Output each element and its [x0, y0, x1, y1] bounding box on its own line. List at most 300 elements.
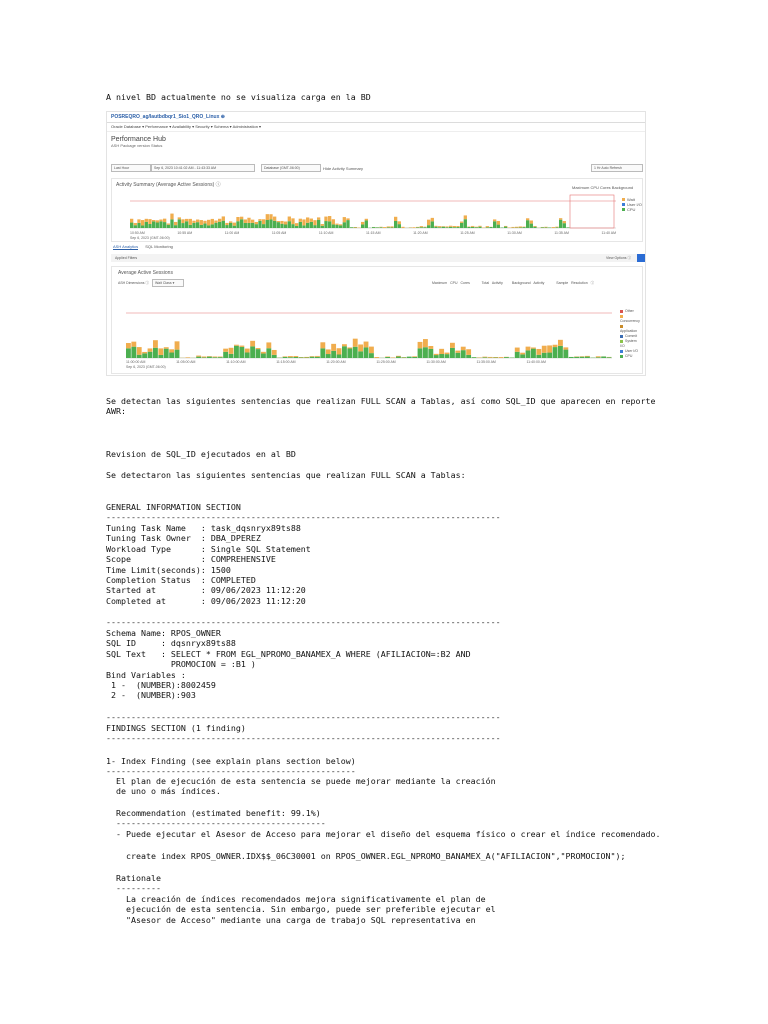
- cpu-bar: [145, 222, 148, 228]
- wait-bar: [504, 226, 507, 227]
- legend-item: Other: [625, 309, 634, 313]
- wait-bar: [460, 222, 463, 223]
- cpu-bar: [169, 353, 174, 358]
- wait-bar: [317, 217, 320, 219]
- wait-bar: [233, 223, 236, 226]
- intro-text: A nivel BD actualmente no se visualiza carga en la BD: [106, 92, 371, 102]
- aas-tick: 11:25:00 AM: [376, 360, 396, 364]
- wait-bar: [273, 217, 276, 221]
- wait-bar: [202, 356, 207, 357]
- cpu-bar: [467, 227, 470, 228]
- wait-bar: [533, 226, 536, 227]
- wait-bar: [236, 217, 239, 221]
- wait-bar: [175, 341, 180, 349]
- wait-bar: [358, 344, 363, 351]
- summary-side-legend: [622, 197, 642, 212]
- wait-bar: [475, 227, 478, 228]
- wait-bar: [295, 223, 298, 226]
- cpu-bar: [471, 227, 474, 228]
- detectaron-paragraph: Se detectaron las siguientes sentencias que realizan FULL SCAN a Tablas:: [106, 470, 466, 480]
- wait-bar: [401, 227, 404, 228]
- application-swatch: [620, 325, 623, 328]
- cpu-bar: [607, 357, 612, 358]
- wait-bar: [536, 349, 541, 355]
- cpu-bar: [563, 350, 568, 358]
- cpu-bar: [203, 224, 206, 228]
- wait-bar: [261, 352, 266, 354]
- cpu-bar: [244, 223, 247, 228]
- wait-bar: [450, 343, 455, 348]
- wait-bar: [497, 221, 500, 225]
- wait-bar: [250, 341, 255, 347]
- wait-bar: [211, 219, 214, 224]
- wait-bar: [493, 357, 498, 358]
- cpu-bar: [431, 221, 434, 228]
- cpu-bar: [449, 227, 452, 228]
- cpu-bar: [126, 348, 131, 358]
- cpu-bar: [288, 221, 291, 228]
- wait-bar: [131, 342, 136, 347]
- rationale-rule: ---------: [106, 883, 161, 893]
- cpu-bar: [478, 227, 481, 228]
- cpu-bar: [394, 221, 397, 228]
- wait-bar: [284, 222, 287, 225]
- wait-bar: [207, 220, 210, 226]
- wait-bar: [431, 218, 434, 221]
- cpu-swatch: [620, 355, 623, 358]
- wait-bar: [455, 351, 460, 353]
- summary-tick: 10:50 AM: [130, 231, 145, 235]
- cpu-bar: [273, 221, 276, 228]
- legend-wait: Wait: [627, 197, 635, 202]
- wait-bar: [511, 227, 514, 228]
- wait-bar: [383, 227, 386, 228]
- cpu-bar: [385, 357, 390, 358]
- legend-item: Application: [620, 329, 638, 333]
- wait-bar: [466, 349, 471, 355]
- cpu-bar: [293, 357, 298, 358]
- cpu-bar: [438, 227, 441, 228]
- wait-bar: [434, 226, 437, 227]
- tab-ash-analytics: ASH Analytics: [113, 244, 139, 249]
- cpu-bar: [601, 357, 606, 358]
- wait-bar: [542, 346, 547, 353]
- wait-bar: [488, 357, 493, 358]
- other-swatch: [620, 310, 623, 313]
- cpu-bar: [181, 223, 184, 228]
- aas-control: Sample Resolution ⓘ: [556, 281, 595, 285]
- cpu-bar: [559, 220, 562, 228]
- legend-item: CPU: [625, 354, 633, 358]
- wait-bar: [212, 356, 217, 357]
- cpu-bar: [299, 222, 302, 228]
- cpu-bar: [141, 225, 144, 228]
- cpu-bar: [142, 353, 147, 358]
- summary-ticks: [130, 231, 616, 235]
- wait-bar: [387, 226, 390, 227]
- legend-background: Background: [611, 185, 634, 190]
- wait-bar: [272, 350, 277, 355]
- section-rule: -------------------------------------------------------------------------------: [106, 512, 501, 522]
- wait-bar: [337, 348, 342, 354]
- wait-bar: [130, 219, 133, 223]
- cpu-bar: [178, 219, 181, 228]
- wait-bar: [185, 219, 188, 221]
- wait-bar: [225, 223, 228, 225]
- wait-bar: [269, 214, 272, 219]
- wait-bar: [471, 226, 474, 227]
- cpu-bar: [423, 347, 428, 358]
- summary-legend: [572, 185, 633, 190]
- wait-bar: [181, 219, 184, 223]
- finding-text: El plan de ejecución de esta sentencia se puede mejorar mediante la creación de uno o más índices.: [115, 776, 496, 797]
- wait-bar: [559, 218, 562, 220]
- wait-bar: [223, 349, 228, 352]
- cpu-bar: [200, 225, 203, 228]
- cpu-bar: [218, 357, 223, 358]
- wait-bar: [158, 348, 163, 355]
- cpu-bar: [407, 357, 412, 358]
- wait-bar: [464, 215, 467, 219]
- wait-bar: [428, 346, 433, 349]
- legend-cpu: CPU: [627, 207, 636, 212]
- cpu-bar: [553, 347, 558, 358]
- cpu-bar: [262, 224, 265, 228]
- cpu-bar: [250, 346, 255, 358]
- wait-bar: [519, 226, 522, 227]
- cpu-bar: [229, 223, 232, 228]
- wait-bar: [293, 356, 298, 357]
- cpu-bar: [266, 348, 271, 358]
- cpu-bar: [369, 353, 374, 358]
- performance-hub-screenshot: [106, 111, 646, 376]
- aas-tick: 11:10:00 AM: [226, 360, 246, 364]
- general-section-title: GENERAL INFORMATION SECTION: [106, 502, 241, 512]
- wait-bar: [332, 219, 335, 224]
- wait-bar: [364, 342, 369, 348]
- cpu-bar: [542, 353, 547, 358]
- cpu-bar: [233, 226, 236, 228]
- cpu-bar: [526, 350, 531, 358]
- recommendation-heading: Recommendation (estimated benefit: 99.1%): [106, 808, 321, 818]
- aas-tick: 11:05:00 AM: [176, 360, 196, 364]
- wait-bar: [229, 221, 232, 222]
- cpu-bar: [434, 355, 439, 358]
- cpu-bar: [531, 349, 536, 358]
- aas-tick: 11:20:00 AM: [326, 360, 346, 364]
- dimension-label: ASH Dimensions ⓘ: [118, 281, 149, 285]
- cpu-bar: [229, 354, 234, 358]
- concurrency-swatch: [620, 315, 623, 318]
- cpu-bar: [390, 227, 393, 228]
- wait-bar: [137, 219, 140, 223]
- wait-bar: [163, 219, 166, 222]
- cpu-bar: [317, 220, 320, 228]
- hide-summary: Hide Activity Summary: [323, 166, 364, 171]
- cpu-bar: [196, 222, 199, 228]
- cpu-bar: [427, 225, 430, 228]
- wait-bar: [189, 219, 192, 225]
- cpu-bar: [555, 227, 558, 228]
- wait-bar: [412, 227, 415, 228]
- cpu-bar: [337, 354, 342, 358]
- cpu-bar: [283, 357, 288, 358]
- wait-bar: [306, 217, 309, 222]
- cpu-bar: [207, 357, 212, 358]
- wait-bar: [207, 356, 212, 357]
- wait-bar: [553, 345, 558, 347]
- wait-bar: [420, 226, 423, 227]
- cpu-bar: [522, 227, 525, 228]
- cpu-bar: [460, 223, 463, 228]
- create-index-statement: create index RPOS_OWNER.IDX$$_06C30001 on RPOS_OWNER.EGL_NPROMO_BANAMEX_A("AFILIACION","PROMOCION");: [106, 851, 626, 861]
- wait-bar: [229, 348, 234, 354]
- summary-tick: 11:25 AM: [460, 231, 475, 235]
- cpu-bar: [288, 357, 293, 358]
- cpu-bar: [261, 354, 266, 358]
- cpu-bar: [148, 352, 153, 358]
- wait-bar: [218, 219, 221, 222]
- cpu-bar: [130, 223, 133, 228]
- schema-info-lines: Schema Name: RPOS_OWNER SQL ID : dqsnryx89ts88 SQL Text : SELECT * FROM EGL_NPROMO_BANAMEX_A WHERE (AFILIACION=:B2 AND PROMOCION = :B1 ) Bind Variables : 1 - (NUMBER):8002459 2 - (NUMBER):903: [106, 628, 471, 701]
- wait-bar: [558, 340, 563, 346]
- cpu-bar: [455, 353, 460, 358]
- view-options-button: [637, 254, 645, 262]
- rationale-text: La creación de índices recomendados mejora significativamente el plan de ejecución de esta sentencia. Sin embargo, puede ser preferible ejecutar el "Asesor de Acceso" mediante una carga de trabajo SQL representativa en: [125, 894, 496, 925]
- cpu-bar: [291, 224, 294, 228]
- aas-control: Maximum CPU Cores: [432, 281, 470, 285]
- wait-bar: [244, 219, 247, 222]
- wait-bar: [218, 357, 223, 358]
- wait-bar: [251, 220, 254, 223]
- cpu-bar: [401, 357, 406, 358]
- aas-chart: [126, 291, 612, 359]
- summary-tick: 11:05 AM: [271, 231, 287, 235]
- wait-bar: [315, 356, 320, 357]
- cpu-bar: [236, 221, 239, 228]
- wait-bar: [288, 217, 291, 222]
- cpu-bar: [310, 222, 313, 228]
- wait-bar: [515, 227, 518, 228]
- wait-bar: [170, 214, 173, 220]
- cpu-bar: [398, 224, 401, 228]
- wait-bar: [222, 216, 225, 220]
- cpu-bar: [320, 348, 325, 358]
- revision-paragraph: Revision de SQL_ID ejecutados en al BD: [106, 449, 296, 459]
- cpu-bar: [350, 227, 353, 228]
- wait-bar: [245, 349, 250, 353]
- cpu-bar: [332, 224, 335, 228]
- filters-bar: [111, 254, 645, 262]
- cpu-bar: [412, 357, 417, 358]
- dimension-select: Wait Class ▾: [152, 279, 184, 287]
- wait-bar: [178, 217, 181, 219]
- legend-item: User I/O: [625, 349, 639, 353]
- wait-bar: [449, 226, 452, 227]
- cpu-bar: [353, 347, 358, 358]
- cpu-bar: [299, 357, 304, 358]
- wait-bar: [159, 220, 162, 222]
- cpu-bar: [428, 349, 433, 358]
- wait-bar: [331, 344, 336, 351]
- cpu-bar: [442, 227, 445, 228]
- aas-date: Sep 6, 2023 (GMT-06:00): [126, 365, 166, 369]
- wait-bar: [461, 347, 466, 350]
- cpu-bar: [164, 349, 169, 358]
- finding-heading: 1- Index Finding (see explain plans section below): [106, 756, 356, 766]
- legend-max-cpu: Maximum CPU Cores: [572, 185, 611, 190]
- cpu-bar: [134, 225, 137, 228]
- activity-summary-panel: [111, 178, 643, 242]
- wait-bar: [320, 342, 325, 348]
- summary-tick: 10:55 AM: [177, 231, 193, 235]
- cpu-bar: [533, 227, 536, 228]
- cpu-bar: [475, 227, 478, 228]
- wait-bar: [304, 357, 309, 358]
- wait-bar: [255, 222, 258, 224]
- wait-bar: [256, 348, 261, 349]
- wait-bar: [547, 345, 552, 352]
- findings-section-title: FINDINGS SECTION (1 finding): [106, 723, 246, 733]
- cpu-bar: [580, 357, 585, 358]
- cpu-bar: [247, 223, 250, 228]
- aas-title: Average Active Sessions: [118, 270, 173, 276]
- wait-swatch: [622, 198, 625, 201]
- cpu-bar: [489, 227, 492, 228]
- wait-bar: [394, 217, 397, 221]
- wait-bar: [423, 339, 428, 347]
- wait-bar: [141, 220, 144, 225]
- cpu-bar: [536, 355, 541, 358]
- legend-item: Concurrency: [620, 319, 640, 323]
- wait-bar: [203, 221, 206, 224]
- summary-chart: [130, 193, 616, 229]
- wait-bar: [240, 217, 243, 220]
- cpu-bar: [596, 357, 601, 358]
- wait-bar: [342, 344, 347, 346]
- cpu-bar: [450, 348, 455, 358]
- wait-bar: [563, 347, 568, 349]
- cpu-bar: [387, 227, 390, 228]
- wait-bar: [531, 347, 536, 348]
- cpu-swatch: [622, 208, 625, 211]
- cpu-bar: [269, 220, 272, 228]
- section-rule: -------------------------------------------------------------------------------: [106, 712, 501, 722]
- aas-tick: 11:40:00 AM: [526, 360, 546, 364]
- wait-bar: [234, 345, 239, 346]
- cpu-bar: [563, 223, 566, 228]
- legend-userio: User I/O: [627, 202, 642, 207]
- wait-bar: [478, 226, 481, 227]
- cpu-bar: [504, 357, 509, 358]
- view-options: View Options ⓘ: [605, 256, 631, 260]
- wait-bar: [563, 221, 566, 223]
- wait-bar: [200, 220, 203, 225]
- cpu-bar: [245, 352, 250, 358]
- aas-side-legend: [620, 309, 642, 359]
- wait-bar: [164, 347, 169, 348]
- cpu-bar: [335, 225, 338, 228]
- cpu-bar: [482, 357, 487, 358]
- wait-bar: [493, 219, 496, 221]
- cpu-bar: [225, 225, 228, 228]
- userio-swatch: [622, 203, 625, 206]
- cpu-bar: [420, 227, 423, 228]
- wait-bar: [526, 218, 529, 220]
- wait-bar: [291, 218, 294, 224]
- wait-bar: [280, 221, 283, 224]
- cpu-bar: [541, 227, 544, 228]
- full-scan-paragraph: Se detectan las siguientes sentencias que realizan FULL SCAN a Tablas, así como SQL_ID que aparecen en reporte AWR:: [106, 396, 656, 417]
- wait-bar: [310, 356, 315, 357]
- wait-bar: [156, 220, 159, 222]
- cpu-bar: [418, 348, 423, 358]
- recommendation-rule: ------------------------------------------: [106, 818, 326, 828]
- finding-rule: --------------------------------------------------: [106, 766, 356, 776]
- summary-selection-box: [570, 195, 614, 228]
- wait-bar: [174, 222, 177, 225]
- auto-refresh: 1 Hr Auto Refresh: [591, 164, 643, 172]
- cpu-bar: [211, 224, 214, 228]
- general-info-lines: Tuning Task Name : task_dqsnryx89ts88 Tuning Task Owner : DBA_DPEREZ Workload Type : Single SQL Statement Scope : COMPREHENSIVE Time Limit(seconds): 1500 Completion Status : COMPLETED Started at : 09/06/2023 11:12:20 Completed at : 09/06/2023 11:12:20: [106, 523, 311, 606]
- wait-bar: [361, 222, 364, 224]
- wait-bar: [482, 357, 487, 358]
- wait-bar: [324, 217, 327, 221]
- cpu-bar: [547, 353, 552, 358]
- cpu-bar: [466, 355, 471, 358]
- wait-bar: [134, 223, 137, 225]
- cpu-bar: [170, 219, 173, 228]
- cpu-bar: [456, 227, 459, 228]
- cpu-bar: [504, 227, 507, 228]
- cpu-bar: [566, 227, 569, 228]
- cpu-bar: [152, 221, 155, 228]
- summary-title: Activity Summary (Average Active Sessions) ⓘ: [116, 182, 221, 188]
- cpu-bar: [331, 351, 336, 358]
- wait-bar: [239, 346, 244, 347]
- wait-bar: [555, 227, 558, 228]
- summary-tick: 11:20 AM: [413, 231, 428, 235]
- cpu-bar: [347, 349, 352, 358]
- cpu-bar: [515, 352, 520, 358]
- wait-bar: [396, 356, 401, 357]
- wait-bar: [374, 357, 379, 358]
- cpu-bar: [218, 222, 221, 228]
- wait-bar: [321, 224, 324, 226]
- cpu-bar: [434, 227, 437, 228]
- cpu-bar: [346, 220, 349, 228]
- wait-bar: [142, 352, 147, 353]
- cpu-bar: [445, 354, 450, 358]
- wait-bar: [585, 356, 590, 357]
- section-rule: -------------------------------------------------------------------------------: [106, 733, 501, 743]
- wait-bar: [390, 226, 393, 227]
- wait-bar: [299, 219, 302, 222]
- wait-bar: [145, 219, 148, 222]
- screenshot-page-sub: ASH Package version Status: [111, 143, 163, 148]
- cpu-bar: [486, 227, 489, 228]
- cpu-bar: [202, 357, 207, 358]
- cpu-bar: [163, 222, 166, 228]
- cpu-bar: [585, 357, 590, 358]
- cpu-bar: [324, 221, 327, 228]
- wait-bar: [152, 220, 155, 221]
- cpu-bar: [137, 223, 140, 228]
- cpu-bar: [520, 354, 525, 358]
- wait-bar: [214, 221, 217, 223]
- aas-controls: [432, 281, 594, 286]
- screenshot-page-title: Performance Hub: [111, 136, 166, 143]
